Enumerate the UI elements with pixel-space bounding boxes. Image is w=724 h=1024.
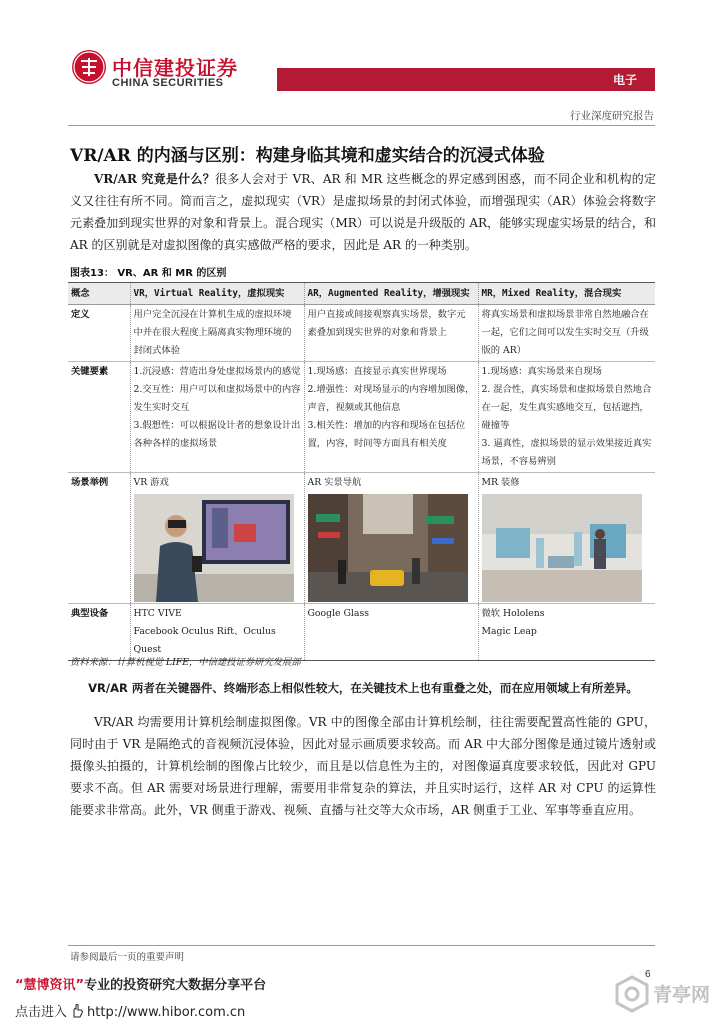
promo-url[interactable]: http://www.hibor.com.cn <box>87 1005 246 1020</box>
row-label: 典型设备 <box>68 604 130 661</box>
promo-link[interactable] <box>15 1001 245 1020</box>
cell-line: Facebook Oculus Rift、Oculus Quest <box>133 626 276 655</box>
example-caption: VR 游戏 <box>133 477 169 488</box>
table-header-cell: VR，Virtual Reality，虚拟现实 <box>130 283 304 305</box>
table-header-cell: MR，Mixed Reality，混合现实 <box>478 283 655 305</box>
cell-line: Google Glass <box>307 608 369 619</box>
table-cell: 将真实场景和虚拟场景非常自然地融合在一起，它们之间可以发生实时交互（升级版的 AR） <box>478 305 655 362</box>
header-band <box>277 68 655 91</box>
hand-pointer-icon <box>70 1004 84 1018</box>
intro-body: 很多人会对于 VR、AR 和 MR 这些概念的界定感到困惑，而不同企业和机构的定义又往往有所不同。简而言之，虚拟现实（VR）是虚拟场景的封闭式体验，而增强现实（AR）体验会将数字元素叠加到现实世界的对象和背景上。混合现实（MR）可以说是升级版的 AR，能够实现虚实场景的结合，和 AR 的区别就是对虚拟图像的真实感做严格的要求，因此是 AR 的一种类别。 <box>70 172 656 252</box>
figure-title: 图表13： VR、AR 和 MR 的区别 <box>70 268 227 279</box>
body-paragraph-text: VR/AR 均需要用计算机绘制虚拟图像。VR 中的图像全部由计算机绘制，往往需要配置高性能的 GPU，同时由于 VR 是隔绝式的音视频沉浸体验，因此对显示画质要求较高。而 AR 中大部分图像是通过镜片透射或摄像头拍摄的，计算机绘制的图像占比较少，而且是以信息性为主的，对图像逼真度要求较低，因此对 GPU 要求不高。但 AR 需要对场景进行理解，需要用非常复杂的算法，并且实时运行，这样 AR 对 CPU 的运算性能要求非常高。此外，VR 侧重于游戏、视频、直播与社交等大众市场，AR 侧重于工业、军事等垂直应用。 <box>70 715 656 817</box>
cell-line: 2. 混合性，真实场景和虚拟场景自然地合在一起，发生真实感地交互，包括遮挡，碰撞等 <box>481 384 652 431</box>
figure-source: 资料来源：计算机视觉 LIFE，中信建投证券研究发展部 <box>70 657 301 668</box>
body-paragraph <box>70 711 656 821</box>
promo-banner <box>15 974 266 993</box>
cell-line: 3.假想性：可以根据设计者的想象设计出各种各样的虚拟场景 <box>133 420 301 449</box>
promo-brand: “慧博资讯” <box>15 978 85 993</box>
table-cell <box>130 362 304 473</box>
table-cell <box>304 604 478 661</box>
intro-lead: VR/AR 究竟是什么？ <box>94 172 215 186</box>
table-cell: 用户直接或间接观察真实场景，数字元素叠加到现实世界的对象和背景上 <box>304 305 478 362</box>
header-divider <box>68 125 655 126</box>
table-row <box>68 362 655 473</box>
footer-divider <box>68 945 655 946</box>
report-category: 电子 <box>612 73 637 87</box>
watermark <box>613 972 715 1016</box>
table-header-cell: 概念 <box>68 283 130 305</box>
cell-line: 1.现场感：直接显示真实世界现场 <box>307 366 447 377</box>
table-cell <box>478 362 655 473</box>
mr-decoration-photo <box>482 494 642 602</box>
table-cell <box>130 473 304 604</box>
cell-line: 3.相关性：增加的内容和现场在包括位置，内容，时间等方面具有相关度 <box>307 420 466 449</box>
cell-line: 3. 逼真性，虚拟场景的显示效果接近真实场景，不容易辨别 <box>481 438 652 467</box>
logo-text-cn: 中信建投证券 <box>112 56 238 80</box>
comparison-table <box>68 282 655 661</box>
cell-line: 微软 Hololens <box>481 608 545 619</box>
example-caption: MR 装修 <box>481 477 520 488</box>
page-number: 6 <box>645 969 651 980</box>
report-type: 行业深度研究报告 <box>570 110 654 122</box>
row-label: 定义 <box>68 305 130 362</box>
brand-logo-icon <box>72 50 106 84</box>
disclaimer-note: 请参阅最后一页的重要声明 <box>70 952 185 963</box>
cell-line: Magic Leap <box>481 626 537 637</box>
section-title: VR/AR 的内涵与区别：构建身临其境和虚实结合的沉浸式体验 <box>70 146 545 166</box>
table-cell <box>478 473 655 604</box>
table-cell <box>130 604 304 661</box>
row-label: 场景举例 <box>68 473 130 604</box>
table-cell <box>304 473 478 604</box>
table-row <box>68 473 655 604</box>
cell-line: 2.交互性：用户可以和虚拟场景中的内容发生实时交互 <box>133 384 301 413</box>
logo-text-en: CHINA SECURITIES <box>112 77 224 89</box>
table-row <box>68 305 655 362</box>
cell-line: 1.沉浸感：营造出身处虚拟场景内的感觉 <box>133 366 301 377</box>
watermark-text: 青亭网 <box>653 984 711 1006</box>
table-cell: 用户完全沉浸在计算机生成的虚拟环境中并在很大程度上隔离真实物理环境的封闭式体验 <box>130 305 304 362</box>
example-caption: AR 实景导航 <box>307 477 362 488</box>
cell-line: 2.增强性：对现场显示的内容增加图像，声音，视频或其他信息 <box>307 384 475 413</box>
vr-game-photo <box>134 494 294 602</box>
table-header-row <box>68 283 655 305</box>
promo-link-prefix: 点击进入 <box>15 1005 68 1020</box>
watermark-icon <box>613 975 651 1013</box>
intro-paragraph <box>70 168 656 256</box>
promo-text: 专业的投资研究大数据分享平台 <box>84 978 267 993</box>
cell-line: HTC VIVE <box>133 608 182 619</box>
cell-line: 1.现场感：真实场景来自现场 <box>481 366 602 377</box>
table-cell <box>478 604 655 661</box>
table-cell <box>304 362 478 473</box>
table-row <box>68 604 655 661</box>
row-label: 关键要素 <box>68 362 130 473</box>
table-header-cell: AR，Augmented Reality，增强现实 <box>304 283 478 305</box>
summary-heading: VR/AR 两者在关键器件、终端形态上相似性较大，在关键技术上也有重叠之处，而在应用领域上有所差异。 <box>88 681 638 695</box>
ar-navigation-photo <box>308 494 468 602</box>
